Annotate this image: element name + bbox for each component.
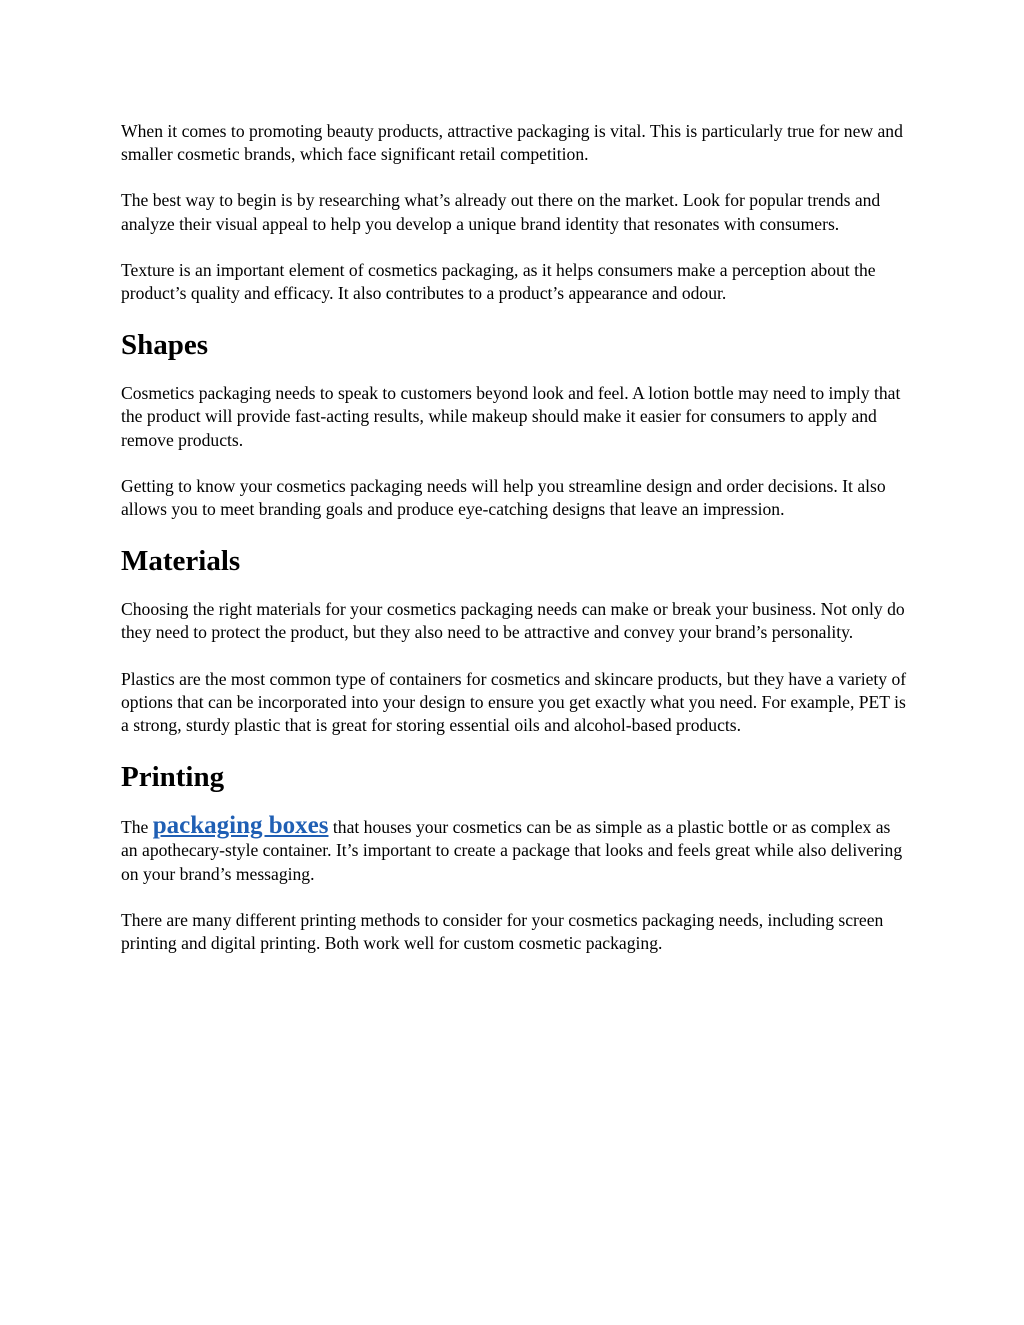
intro-paragraph-2: The best way to begin is by researching what’s already out there on the market. Look for popular trends and analyze their visual appeal to help you develop a unique brand identity that resonates with consumers.	[121, 190, 881, 234]
intro-paragraph-3: Texture is an important element of cosmetics packaging, as it helps consumers make a perception about the product’s quality and efficacy. It also contributes to a product’s appearance and odour.	[121, 259, 876, 304]
materials-paragraph-1: Choosing the right materials for your cosmetics packaging needs can make or break your business. Not only do they need to protect the product, but they also need to be attractive and convey your brand’s personality.	[121, 599, 905, 643]
intro-paragraph-1: When it comes to promoting beauty products, attractive packaging is vital. This is particularly true for new and smaller cosmetic brands, which face significant retail competition.	[121, 121, 903, 165]
printing-paragraph-1	[121, 814, 911, 886]
shapes-paragraph-1: Cosmetics packaging needs to speak to customers beyond look and feel. A lotion bottle may need to imply that the product will provide fast-acting results, while makeup should make it easier for consumers to apply and remove products.	[121, 383, 901, 450]
shapes-paragraph-2: Getting to know your cosmetics packaging needs will help you streamline design and order decisions. It also allows you to meet branding goals and produce eye-catching designs that leave an impression.	[121, 475, 886, 520]
printing-paragraph-1-end: that houses your cosmetics can be as simple as a plastic bottle or as complex as an apothecary-style container. It’s important to create a package that looks and feels great while also delivering on your brand’s messaging.	[121, 817, 903, 884]
printing-paragraph-2: There are many different printing methods to consider for your cosmetics packaging needs, including screen printing and digital printing. Both work well for custom cosmetic packaging.	[121, 909, 884, 954]
printing-heading: Printing	[121, 761, 225, 794]
materials-heading: Materials	[121, 545, 241, 578]
packaging-boxes-link[interactable]: packaging boxes	[152, 812, 329, 840]
document-page	[121, 120, 911, 978]
materials-paragraph-2: Plastics are the most common type of containers for cosmetics and skincare products, but they have a variety of options that can be incorporated into your design to ensure you get exactly what you need. For example, PET is a strong, sturdy plastic that is great for storing essential oils and alcohol-based products.	[121, 668, 907, 736]
shapes-heading: Shapes	[121, 329, 209, 362]
printing-paragraph-1-start: The	[121, 817, 153, 838]
